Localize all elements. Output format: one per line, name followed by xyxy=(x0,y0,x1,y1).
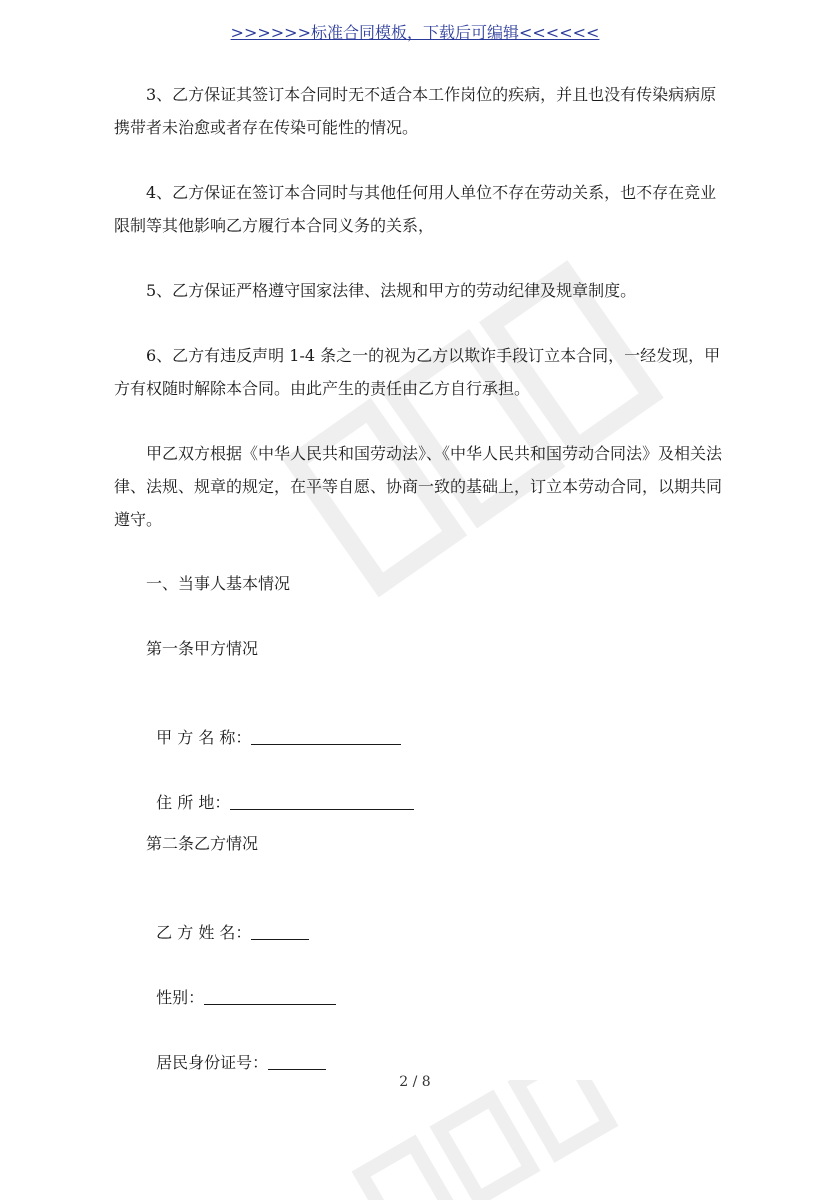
party-a-name-label: 甲 方 名 称： xyxy=(156,728,252,747)
gender-label: 性别： xyxy=(156,988,205,1007)
article-1-heading: 第一条甲方情况 xyxy=(146,639,259,658)
section-heading: 一、当事人基本情况 xyxy=(146,574,291,593)
template-download-link[interactable]: >>>>>>标准合同模板，下载后可编辑<<<<<< xyxy=(230,23,600,42)
watermark-graphic-bottom xyxy=(330,1080,630,1200)
watermark-graphic xyxy=(270,260,690,600)
gender-row xyxy=(146,962,336,1010)
id-number-field[interactable] xyxy=(268,1053,326,1070)
page-number: 2 / 8 xyxy=(399,1074,431,1090)
address-label: 住 所 地： xyxy=(156,793,231,812)
party-b-name-row xyxy=(146,897,309,945)
id-number-row xyxy=(146,1027,326,1075)
clause-4: 4、乙方保证在签订本合同时与其他任何用人单位不存在劳动关系，也不存在竞业限制等其他影响乙方履行本合同义务的关系， xyxy=(114,183,717,235)
party-b-name-field[interactable] xyxy=(251,923,309,940)
clause-6: 6、乙方有违反声明 1-4 条之一的视为乙方以欺诈手段订立本合同，一经发现，甲方有权随时解除本合同。由此产生的责任由乙方自行承担。 xyxy=(114,346,721,398)
gender-field[interactable] xyxy=(204,988,336,1005)
party-a-name-field[interactable] xyxy=(251,728,401,745)
clause-5: 5、乙方保证严格遵守国家法律、法规和甲方的劳动纪律及规章制度。 xyxy=(146,281,637,300)
party-a-name-row xyxy=(146,702,401,750)
preamble-paragraph: 甲乙双方根据《中华人民共和国劳动法》、《中华人民共和国劳动合同法》及相关法律、法规、规章的规定，在平等自愿、协商一致的基础上，订立本劳动合同，以期共同遵守。 xyxy=(114,444,723,529)
id-number-label: 居民身份证号： xyxy=(156,1053,269,1072)
party-b-name-label: 乙 方 姓 名： xyxy=(156,923,252,942)
address-field[interactable] xyxy=(230,793,414,810)
address-row xyxy=(146,767,414,815)
clause-3: 3、乙方保证其签订本合同时无不适合本工作岗位的疾病，并且也没有传染病病原携带者未治愈或者存在传染可能性的情况。 xyxy=(114,85,717,137)
article-2-heading: 第二条乙方情况 xyxy=(146,834,259,853)
